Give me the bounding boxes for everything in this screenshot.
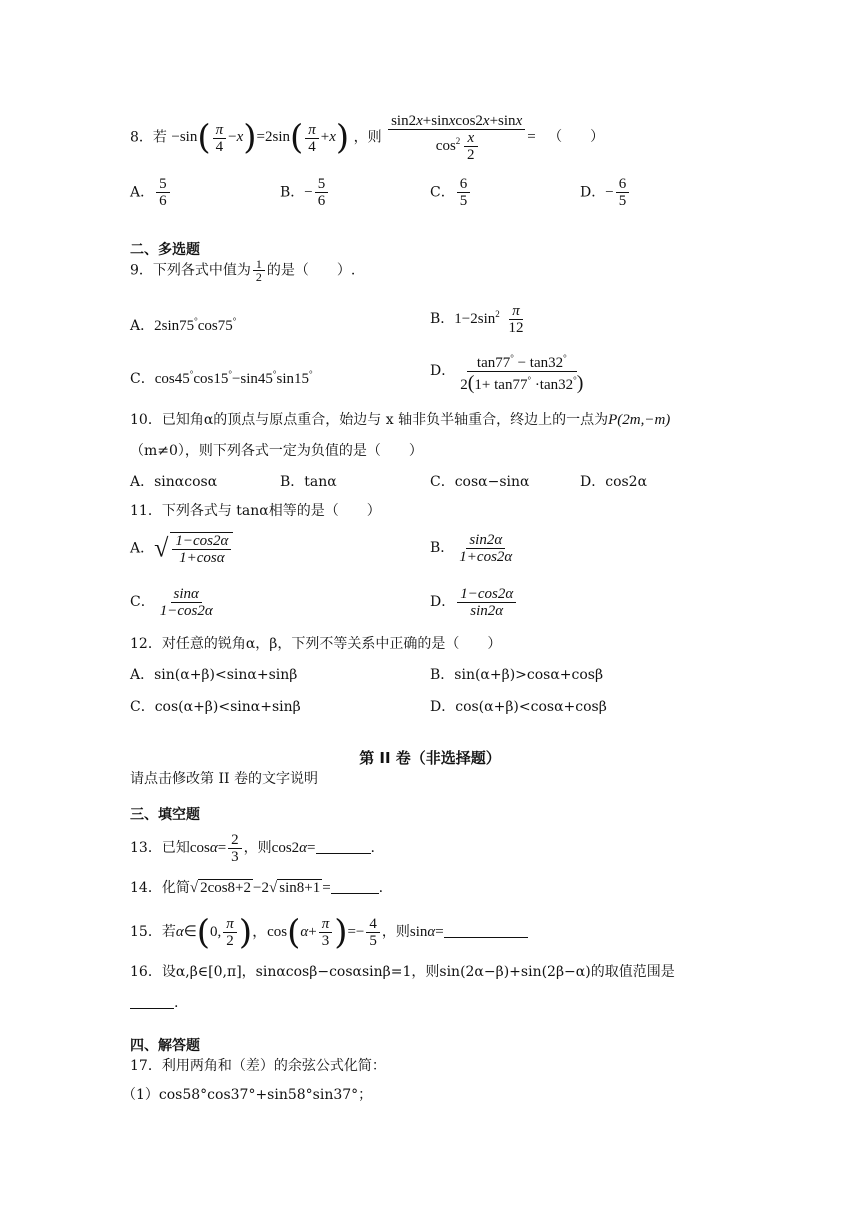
q11-option-c: C． $\frac{\sin\alpha}{1-\cos 2\alpha}$ bbox=[130, 586, 213, 619]
q9-option-a: A．2sin75°cos75° bbox=[130, 316, 237, 334]
answer-blank[interactable] bbox=[316, 839, 371, 854]
section-heading-4: 四、解答题 bbox=[130, 1038, 200, 1054]
answer-blank[interactable] bbox=[130, 994, 174, 1009]
part2-note[interactable]: 请点击修改第 II 卷的文字说明 bbox=[130, 771, 318, 787]
q12-option-a: A．sin(α+β)<sinα+sinβ bbox=[130, 667, 298, 683]
question-15: 15．若α∈(0, $\frac{\pi}{2}$ )，cos(α+ $\frac{\pi}{3}$ )=− $\frac{4}{5}$ ，则sinα= bbox=[130, 916, 528, 949]
q10-option-d: D．cos2α bbox=[580, 474, 648, 490]
q8-option-c: C． $\frac{6}{5}$ bbox=[430, 176, 472, 209]
q9-option-c: C．cos45°cos15°−sin45°sin15° bbox=[130, 369, 313, 387]
q8-option-a: A． $\frac{5}{6}$ bbox=[130, 176, 172, 209]
q8-option-d: D．− $\frac{6}{5}$ bbox=[580, 176, 631, 209]
q11-option-d: D． $\frac{1-\cos 2\alpha}{\sin 2\alpha}$ bbox=[430, 586, 518, 619]
q8-prefix: 8．若 bbox=[130, 129, 167, 146]
answer-blank[interactable] bbox=[331, 879, 379, 894]
q8-mid: ，则 bbox=[353, 129, 382, 146]
q12-option-c: C．cos(α+β)<sinα+sinβ bbox=[130, 699, 301, 715]
q8-equation-left: −sin( $\frac{\pi}{4}$ −x)=2sin( $\frac{\pi}{4}$ +x) bbox=[171, 118, 350, 158]
q12-option-b: B．sin(α+β)>cosα+cosβ bbox=[430, 667, 604, 683]
section-heading-3: 三、填空题 bbox=[130, 807, 200, 823]
question-10: 10．已知角α的顶点与原点重合，始边与 x 轴非负半轴重合，终边上的一点为P(2m,−m) bbox=[130, 412, 671, 428]
question-8 bbox=[130, 113, 604, 163]
question-11: 11．下列各式与 tanα相等的是（ ） bbox=[130, 503, 381, 519]
question-12: 12．对任意的锐角α，β，下列不等关系中正确的是（ ） bbox=[130, 636, 502, 652]
q10-option-b: B．tanα bbox=[280, 474, 337, 490]
question-16: 16．设α,β∈[0,π]，sinαcosβ−cosαsinβ=1，则sin(2α−β)+sin(2β−α)的取值范围是 bbox=[130, 964, 675, 980]
q8-expression: sin2x+sinxcos2x+sinx $\cos^2$ $\frac{x}{2}$ = bbox=[386, 129, 536, 145]
q9-option-d: D． $\frac{\tan 77^\circ - \tan 32^\circ}{2(1+ \tan 77^\circ \cdot\tan 32^\circ)}$ bbox=[430, 350, 588, 393]
q8-paren: （ ） bbox=[548, 129, 605, 146]
question-17-part1: （1）cos58°cos37°+sin58°sin37°； bbox=[122, 1087, 373, 1103]
answer-blank[interactable] bbox=[444, 923, 528, 938]
question-17: 17．利用两角和（差）的余弦公式化简： bbox=[130, 1058, 386, 1074]
q11-option-b: B． $\frac{\sin 2\alpha}{1+\cos 2\alpha}$ bbox=[430, 532, 513, 565]
q11-option-a: A．√ $\frac{1-\cos 2\alpha}{1+\cos\alpha}$ bbox=[130, 532, 235, 566]
q10-option-c: C．cosα−sinα bbox=[430, 474, 530, 490]
question-13: 13．已知cosα= $\frac{2}{3}$ ，则cos2α= . bbox=[130, 832, 375, 865]
question-16-line2: . bbox=[130, 993, 178, 1013]
question-9: 9．下列各式中值为 $\frac{1}{2}$ 的是（ ）. bbox=[130, 257, 356, 284]
q9-option-b: B．$1-2\sin^2$ $\frac{\pi}{12}$ bbox=[430, 303, 524, 336]
question-10-line2: （m≠0），则下列各式一定为负值的是（ ） bbox=[130, 443, 423, 459]
q10-option-a: A．sinαcosα bbox=[130, 474, 218, 490]
q8-option-b: B．− $\frac{5}{6}$ bbox=[280, 176, 330, 209]
question-14: 14．化简√ 2cos8+2 −2√ sin8+1 = . bbox=[130, 880, 384, 896]
part2-title: 第 II 卷（非选择题） bbox=[359, 749, 501, 767]
section-heading-2: 二、多选题 bbox=[130, 242, 200, 258]
q12-option-d: D．cos(α+β)<cosα+cosβ bbox=[430, 699, 607, 715]
